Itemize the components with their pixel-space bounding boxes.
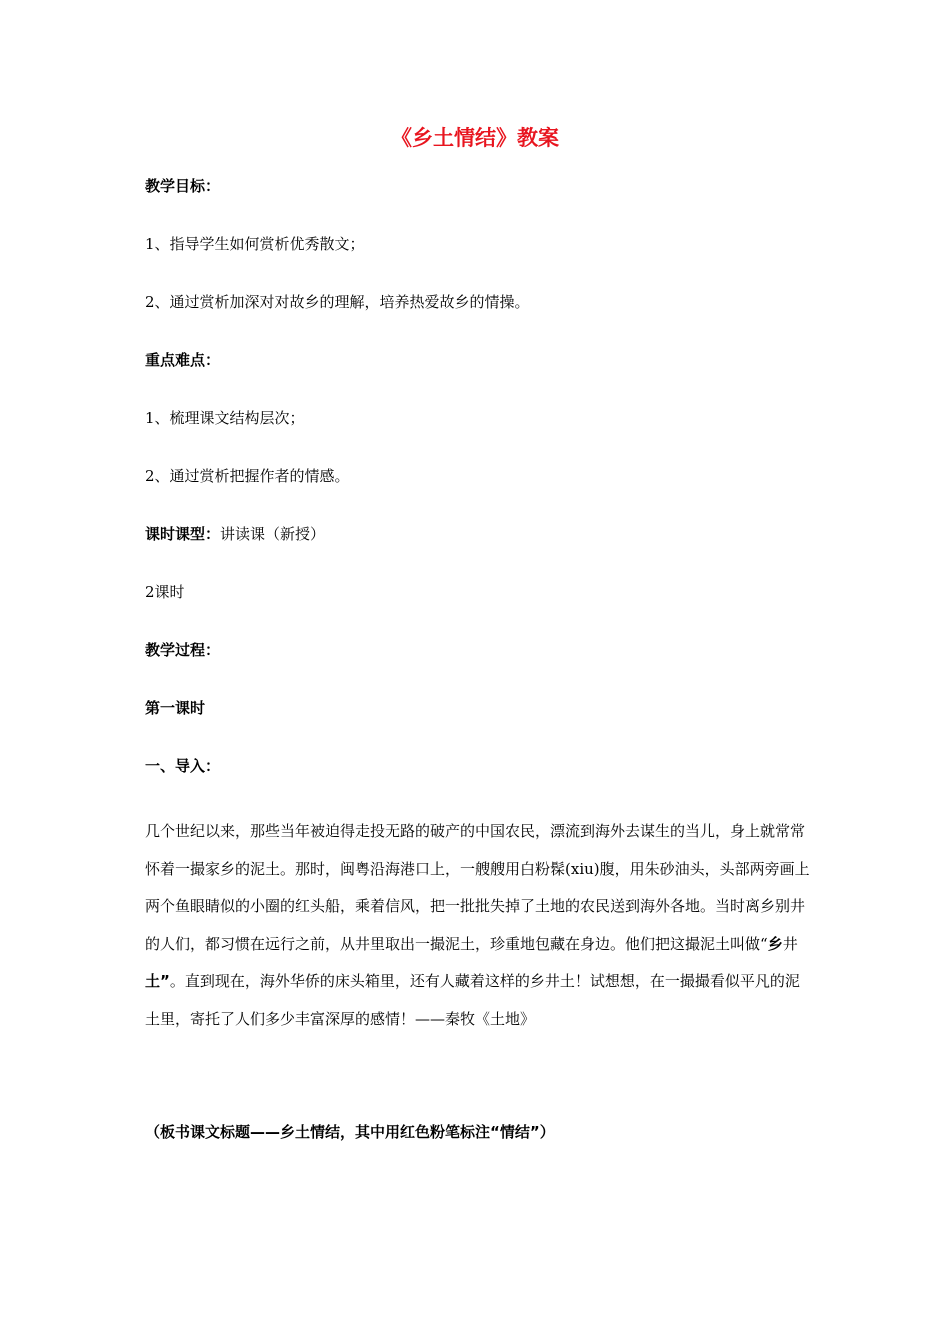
objective-item-2: 2、通过赏析加深对对故乡的理解，培养热爱故乡的情操。 (145, 293, 530, 311)
key-points-heading: 重点难点： (145, 351, 221, 369)
document-title: 《乡土情结》教案 (391, 126, 559, 150)
intro-heading: 一、导入： (145, 757, 221, 775)
objective-item-1: 1、指导学生如何赏析优秀散文； (145, 235, 365, 253)
intro-bold-tu: 土” (145, 972, 170, 990)
intro-text-jing: 井 (782, 934, 798, 953)
key-point-item-1: 1、梳理课文结构层次； (145, 409, 305, 427)
lesson-hours: 2课时 (145, 583, 185, 601)
intro-paragraph (145, 813, 810, 1038)
intro-text-before: 几个世纪以来，那些当年被迫得走投无路的破产的中国农民，漂流到海外去谋生的当儿，身上就常常怀着一撮家乡的泥土。那时，闽粤沿海港口上，一艘艘用白粉髹(xiu)腹，用朱砂油头，头部两旁画上两个鱼眼睛似的小圈的红头船，乘着信风，把一批批失掉了土地的农民送到海外各地。当时离乡别井的人们，都习惯在远行之前，从井里取出一撮泥土，珍重地包藏在身边。他们把这撮泥土叫做“ (145, 822, 810, 953)
intro-bold-xiang: 乡 (767, 934, 783, 953)
key-point-item-2: 2、通过赏析把握作者的情感。 (145, 467, 350, 485)
lesson-type-label: 课时课型： (145, 525, 221, 543)
first-lesson-heading: 第一课时 (145, 699, 206, 717)
objectives-heading: 教学目标： (145, 177, 221, 195)
board-note: （板书课文标题——乡土情结，其中用红色粉笔标注“情结”） (145, 1123, 555, 1141)
process-heading: 教学过程： (145, 641, 221, 659)
lesson-type-line (145, 524, 325, 544)
intro-text-after: 。直到现在，海外华侨的床头箱里，还有人藏着这样的乡井土！试想想，在一撮撮看似平凡的泥土里，寄托了人们多少丰富深厚的感情！——秦牧《土地》 (145, 972, 800, 1028)
lesson-type-value: 讲读课（新授） (220, 525, 326, 543)
